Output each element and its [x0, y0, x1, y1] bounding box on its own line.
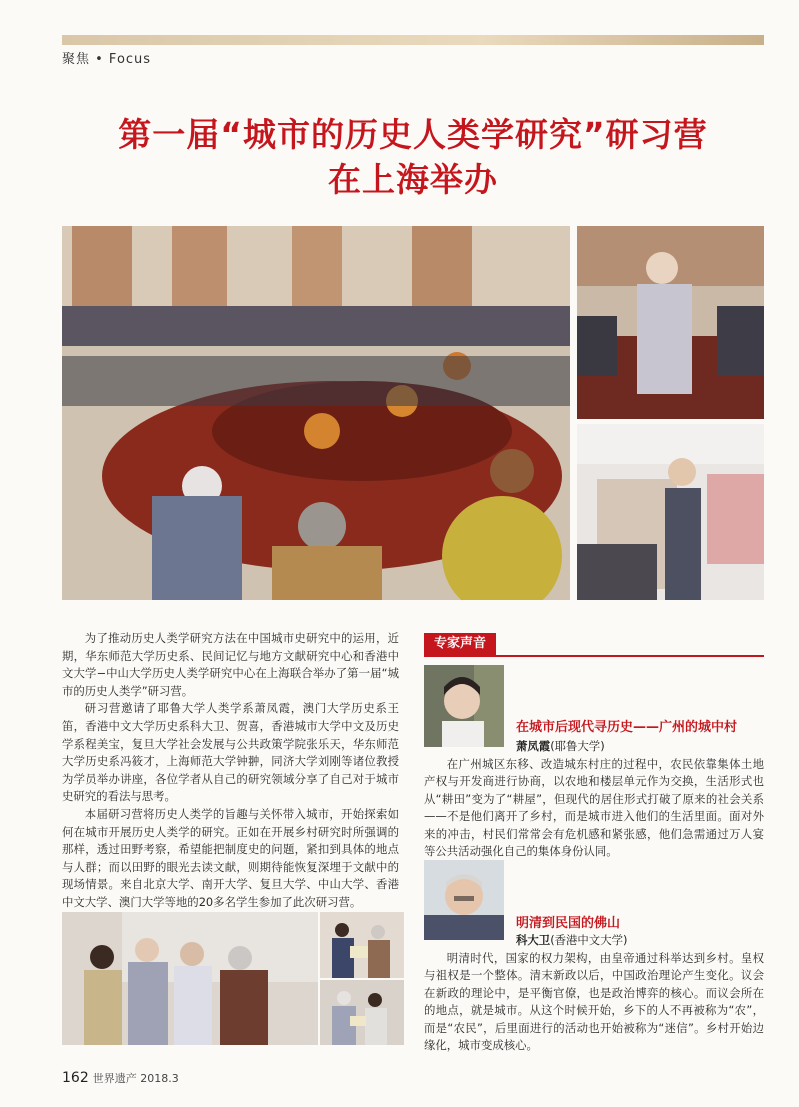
expert-1-affiliation: (耶鲁大学) — [550, 739, 605, 753]
expert-1-text — [424, 756, 764, 860]
expert-portrait-2 — [424, 860, 504, 940]
article-title — [62, 112, 764, 202]
title-line-2: 在上海举办 — [328, 160, 498, 199]
expert-banner — [424, 633, 764, 657]
title-line-1: 第一届“城市的历史人类学研究”研习营 — [118, 115, 708, 154]
award-photo-1 — [320, 912, 404, 978]
expert-2-title: 明清到民国的佛山 — [516, 916, 621, 931]
expert-1-title: 在城市后现代寻历史——广州的城中村 — [516, 720, 738, 735]
speaker-photo — [577, 226, 764, 419]
expert-1-byline — [516, 738, 605, 754]
page-footer — [62, 1070, 179, 1086]
page-number: 162 — [62, 1070, 89, 1086]
group-photo — [62, 912, 318, 1045]
section-label: 聚焦 • Focus — [62, 52, 152, 67]
expert-tag: 专家声音 — [424, 633, 496, 655]
article-paragraph-1: 为了推动历史人类学研究方法在中国城市史研究中的运用，近期，华东师范大学历史系、民间记忆与地方文献研究中心和香港中文大学−中山大学历史人类学研究中心在上海联合举办了第一届“城市的历史人类学”研习营。 — [62, 631, 399, 698]
expert-portrait-1 — [424, 665, 504, 747]
expert-2-name: 科大卫 — [516, 933, 551, 947]
expert-1-paragraph: 在广州城区东移、改造城东村庄的过程中，农民依靠集体土地产权与开发商进行协商，以农地和楼层单元作为交换，生活形式也从“耕田”变为了“耕屋”，但现代的居住形式打破了原来的社会关系——不是他们离开了乡村，而是城市进入他们的生活里面。面对外来的冲击，村民们常常会有危机感和紧张感，他们急需通过万人宴等公共活动强化自己的集体身份认同。 — [424, 757, 764, 859]
expert-1-name: 萧凤霞 — [516, 739, 551, 753]
expert-2-text — [424, 950, 764, 1054]
award-photo-2 — [320, 980, 404, 1045]
student-photo — [577, 424, 764, 600]
article-paragraph-2: 研习营邀请了耶鲁大学人类学系萧凤霞，澳门大学历史系王笛，香港中文大学历史系科大卫、贺喜，香港城市大学中文及历史学系程美宝，复旦大学社会发展与公共政策学院张乐天，华东师范大学历史系冯筱才，上海师范大学钟翀，同济大学刘刚等诸位教授为学员举办讲座，各位学者从自己的研究领域分享了自己对于城市史研究的看法与思考。 — [62, 701, 399, 804]
article-paragraph-3: 本届研习营将历史人类学的旨趣与关怀带入城市，开始探索如何在城市开展历史人类学的研究。正如在开展乡村研究时所强调的那样，透过田野考察，希望能把制度史的问题，紧扣到具体的地点与人群；而以田野的眼光去读文献，则期待能恢复深埋于文献中的现场情景。来自北京大学、南开大学、复旦大学、中山大学、香港中文大学、澳门大学等地的20多名学生参加了此次研习营。 — [62, 806, 399, 909]
header-bar — [62, 35, 764, 45]
magazine-issue: 世界遗产 2018.3 — [92, 1072, 179, 1085]
expert-2-affiliation: (香港中文大学) — [550, 933, 628, 947]
article-body — [62, 630, 399, 912]
expert-2-byline — [516, 932, 627, 948]
meeting-photo — [62, 226, 570, 600]
expert-2-paragraph: 明清时代，国家的权力架构，由皇帝通过科举达到乡村。皇权与祖权是一个整体。清末新政以后，中国政治理论产生变化。议会在新政的理论中，是平衡官僚，也是政治博弈的核心。而议会所在的地点，就是城市。从这个时候开始，乡下的人不再被称为“农”，而是“农民”，后里面进行的活动也开始被称为“迷信”。乡村开始边缘化，城市变成核心。 — [424, 951, 764, 1053]
